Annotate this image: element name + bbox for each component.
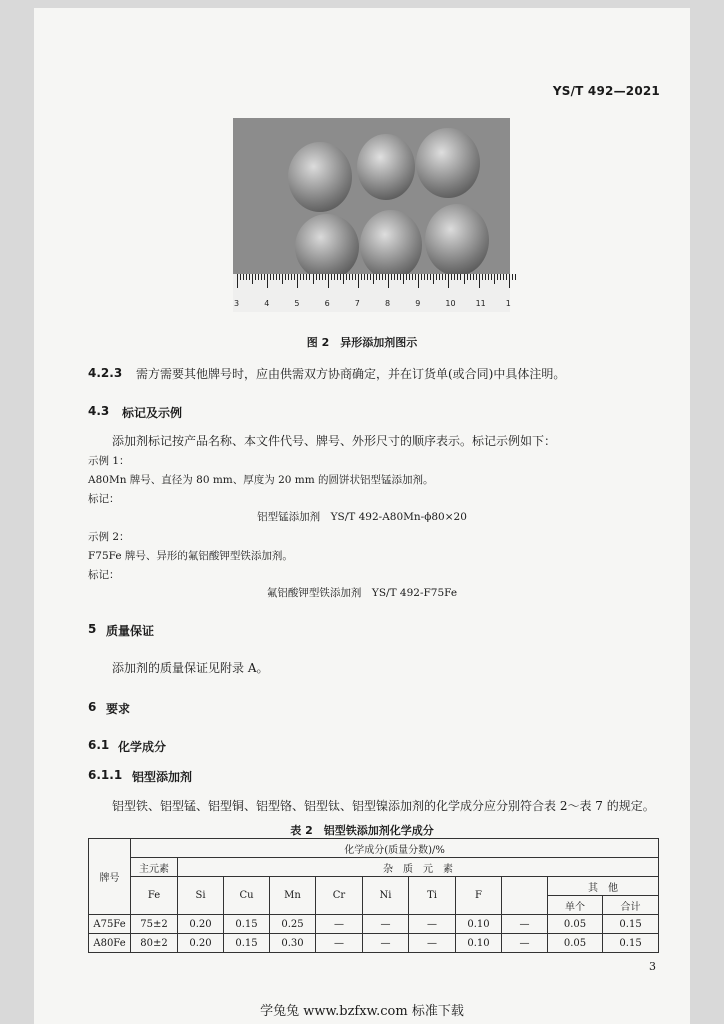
clause-5-title: 质量保证 xyxy=(106,624,155,638)
table-cell: 0.15 xyxy=(603,915,659,934)
ruler-tick xyxy=(503,274,504,280)
ruler-tick xyxy=(237,274,238,288)
clause-6-1-title: 化学成分 xyxy=(118,740,167,754)
ruler-tick xyxy=(382,274,383,280)
ruler-tick xyxy=(397,274,398,280)
mark-label-1: 标记： xyxy=(88,493,120,505)
ruler-tick xyxy=(243,274,244,280)
page-number: 3 xyxy=(649,960,656,973)
table-cell: — xyxy=(502,934,548,953)
ruler-tick xyxy=(470,274,471,280)
ruler-tick xyxy=(370,274,371,280)
ruler-tick xyxy=(403,274,404,284)
ruler-tick xyxy=(249,274,250,280)
ruler-tick xyxy=(300,274,301,280)
element-header: Ti xyxy=(409,877,456,915)
table-cell: A75Fe xyxy=(89,915,131,934)
clause-6-title: 要求 xyxy=(106,702,131,716)
figure-2-caption: 图 2 异形添加剂图示 xyxy=(306,336,418,349)
ruler-tick xyxy=(409,274,410,280)
table-cell: — xyxy=(363,934,409,953)
ruler-tick xyxy=(273,274,274,280)
table-cell: 0.30 xyxy=(270,934,316,953)
header-composition: 化学成分(质量分数)/% xyxy=(131,839,659,858)
table-cell: 80±2 xyxy=(131,934,178,953)
element-header: F xyxy=(456,877,502,915)
mark-example-1: 铝型锰添加剂 YS/T 492-A80Mn-ϕ80×20 xyxy=(257,511,467,523)
ruler-tick xyxy=(264,274,265,280)
table-cell: — xyxy=(409,934,456,953)
ruler-tick xyxy=(288,274,289,280)
ruler-tick xyxy=(316,274,317,280)
ruler-tick xyxy=(454,274,455,280)
ruler-tick xyxy=(482,274,483,280)
ruler-tick xyxy=(340,274,341,280)
clause-4-2-3-text: 需方需要其他牌号时，应由供需双方协商确定，并在订货单(或合同)中具体注明。 xyxy=(136,367,566,381)
ruler-label: 8 xyxy=(385,299,391,308)
clause-4-2-3-number: 4.2.3 xyxy=(88,366,123,380)
header-grade: 牌号 xyxy=(89,839,131,915)
additive-lump xyxy=(357,134,415,200)
ruler-tick xyxy=(479,274,480,288)
ruler-tick xyxy=(436,274,437,280)
ruler-tick xyxy=(406,274,407,280)
additive-lump xyxy=(416,128,480,198)
ruler-tick xyxy=(491,274,492,280)
document-page xyxy=(34,8,690,1024)
ruler-tick xyxy=(485,274,486,280)
ruler-tick xyxy=(379,274,380,280)
ruler-tick xyxy=(255,274,256,280)
ruler-tick xyxy=(331,274,332,280)
header-total: 合计 xyxy=(603,896,659,915)
ruler-tick xyxy=(270,274,271,280)
ruler-tick xyxy=(343,274,344,284)
clause-5-number: 5 xyxy=(88,622,97,636)
ruler-tick xyxy=(415,274,416,280)
ruler-tick xyxy=(388,274,389,288)
ruler-tick xyxy=(433,274,434,284)
ruler-tick xyxy=(500,274,501,280)
table-cell: 0.25 xyxy=(270,915,316,934)
table-cell: 0.10 xyxy=(456,915,502,934)
clause-6-1-1-title: 铝型添加剂 xyxy=(132,770,193,784)
ruler-label: 11 xyxy=(475,299,486,308)
ruler-tick xyxy=(494,274,495,284)
table-cell: 0.20 xyxy=(178,934,224,953)
ruler-tick xyxy=(394,274,395,280)
table-cell: — xyxy=(316,915,363,934)
element-header: Si xyxy=(178,877,224,915)
ruler-tick xyxy=(352,274,353,280)
ruler-tick xyxy=(322,274,323,280)
ruler-tick xyxy=(457,274,458,280)
clause-6-1-1-number: 6.1.1 xyxy=(88,768,123,782)
table-cell: 0.05 xyxy=(548,915,603,934)
ruler-tick xyxy=(364,274,365,280)
ruler-label: 1 xyxy=(505,299,511,308)
ruler-tick xyxy=(294,274,295,280)
element-header xyxy=(502,877,548,915)
ruler-tick xyxy=(497,274,498,280)
ruler-tick xyxy=(328,274,329,288)
ruler-tick xyxy=(448,274,449,288)
table-row xyxy=(89,915,659,934)
table-2-caption: 表 2 铝型铁添加剂化学成分 xyxy=(290,824,434,837)
ruler-tick xyxy=(506,274,507,280)
example-1-text: A80Mn 牌号、直径为 80 mm、厚度为 20 mm 的圆饼状铝型锰添加剂。 xyxy=(88,474,434,486)
ruler-label: 5 xyxy=(294,299,300,308)
table-cell: 75±2 xyxy=(131,915,178,934)
ruler-tick xyxy=(361,274,362,280)
mark-label-2: 标记： xyxy=(88,569,120,581)
ruler-tick xyxy=(376,274,377,280)
ruler-label: 9 xyxy=(415,299,421,308)
clause-4-3-title: 标记及示例 xyxy=(122,406,183,420)
measuring-ruler xyxy=(233,274,510,312)
table-cell: 0.05 xyxy=(548,934,603,953)
ruler-label: 7 xyxy=(354,299,360,308)
ruler-tick xyxy=(261,274,262,280)
ruler-tick xyxy=(467,274,468,280)
example-2-label: 示例 2： xyxy=(88,531,130,543)
ruler-tick xyxy=(334,274,335,280)
table-cell: 0.15 xyxy=(603,934,659,953)
ruler-label: 3 xyxy=(234,299,240,308)
ruler-tick xyxy=(421,274,422,280)
ruler-tick xyxy=(439,274,440,280)
element-header: Cr xyxy=(316,877,363,915)
example-2-text: F75Fe 牌号、异形的氟铝酸钾型铁添加剂。 xyxy=(88,550,293,562)
ruler-tick xyxy=(313,274,314,284)
ruler-tick xyxy=(442,274,443,280)
clause-6-1-number: 6.1 xyxy=(88,738,110,752)
ruler-tick xyxy=(291,274,292,280)
header-impurity: 杂 质 元 素 xyxy=(178,858,659,877)
ruler-tick xyxy=(367,274,368,280)
ruler-tick xyxy=(279,274,280,280)
ruler-tick xyxy=(391,274,392,280)
ruler-tick xyxy=(303,274,304,280)
ruler-tick xyxy=(400,274,401,280)
ruler-tick xyxy=(346,274,347,280)
ruler-tick xyxy=(297,274,298,288)
ruler-tick xyxy=(276,274,277,280)
ruler-tick xyxy=(424,274,425,280)
ruler-label: 6 xyxy=(324,299,330,308)
ruler-tick xyxy=(427,274,428,280)
ruler-tick xyxy=(418,274,419,288)
table-2 xyxy=(88,838,659,953)
ruler-tick xyxy=(246,274,247,280)
ruler-label: 4 xyxy=(264,299,270,308)
header-main-element: 主元素 xyxy=(131,858,178,877)
additive-lump xyxy=(360,210,422,280)
ruler-tick xyxy=(473,274,474,280)
ruler-tick xyxy=(451,274,452,280)
footer-watermark-text: 学兔兔 www.bzfxw.com 标准下载 xyxy=(260,1004,464,1019)
ruler-tick xyxy=(319,274,320,280)
table-cell: 0.10 xyxy=(456,934,502,953)
ruler-tick xyxy=(430,274,431,280)
ruler-tick xyxy=(358,274,359,288)
table-cell: 0.15 xyxy=(224,915,270,934)
table-cell: 0.15 xyxy=(224,934,270,953)
element-header: Cu xyxy=(224,877,270,915)
element-header: Mn xyxy=(270,877,316,915)
mark-example-2: 氟铝酸钾型铁添加剂 YS/T 492-F75Fe xyxy=(266,587,458,599)
ruler-tick xyxy=(337,274,338,280)
header-single: 单个 xyxy=(548,896,603,915)
ruler-tick xyxy=(267,274,268,288)
table-row xyxy=(89,934,659,953)
ruler-tick xyxy=(325,274,326,280)
figure-2-photo xyxy=(233,118,510,312)
ruler-tick xyxy=(385,274,386,280)
element-header: Ni xyxy=(363,877,409,915)
clause-6-number: 6 xyxy=(88,700,97,714)
ruler-tick xyxy=(355,274,356,280)
clause-4-3-number: 4.3 xyxy=(88,404,110,418)
element-header: Fe xyxy=(131,877,178,915)
ruler-tick xyxy=(464,274,465,284)
clause-5-text: 添加剂的质量保证见附录 A。 xyxy=(112,661,269,675)
ruler-tick xyxy=(285,274,286,280)
ruler-tick xyxy=(373,274,374,284)
table-cell: — xyxy=(363,915,409,934)
marking-intro: 添加剂标记按产品名称、本文件代号、牌号、外形尺寸的顺序表示。标记示例如下： xyxy=(112,434,557,448)
header-other: 其 他 xyxy=(548,877,659,896)
ruler-tick xyxy=(515,274,516,280)
ruler-tick xyxy=(252,274,253,284)
table-cell: — xyxy=(316,934,363,953)
table-cell: — xyxy=(409,915,456,934)
ruler-tick xyxy=(282,274,283,284)
ruler-tick xyxy=(488,274,489,280)
ruler-tick xyxy=(349,274,350,280)
ruler-tick xyxy=(306,274,307,280)
additive-lump xyxy=(295,214,359,280)
ruler-tick xyxy=(509,274,510,288)
ruler-tick xyxy=(476,274,477,280)
ruler-label: 10 xyxy=(445,299,456,308)
ruler-tick xyxy=(412,274,413,280)
standard-code: YS/T 492—2021 xyxy=(552,84,660,98)
ruler-tick xyxy=(445,274,446,280)
table-cell: 0.20 xyxy=(178,915,224,934)
ruler-tick xyxy=(460,274,461,280)
clause-6-1-1-text: 铝型铁、铝型锰、铝型铜、铝型铬、铝型钛、铝型镍添加剂的化学成分应分别符合表 2～表 7 的规定。 xyxy=(112,799,655,813)
ruler-tick xyxy=(240,274,241,280)
table-cell: — xyxy=(502,915,548,934)
additive-lump xyxy=(425,204,489,276)
additive-lump xyxy=(288,142,352,212)
example-1-label: 示例 1： xyxy=(88,455,130,467)
ruler-tick xyxy=(258,274,259,280)
ruler-tick xyxy=(309,274,310,280)
table-cell: A80Fe xyxy=(89,934,131,953)
ruler-tick xyxy=(512,274,513,280)
